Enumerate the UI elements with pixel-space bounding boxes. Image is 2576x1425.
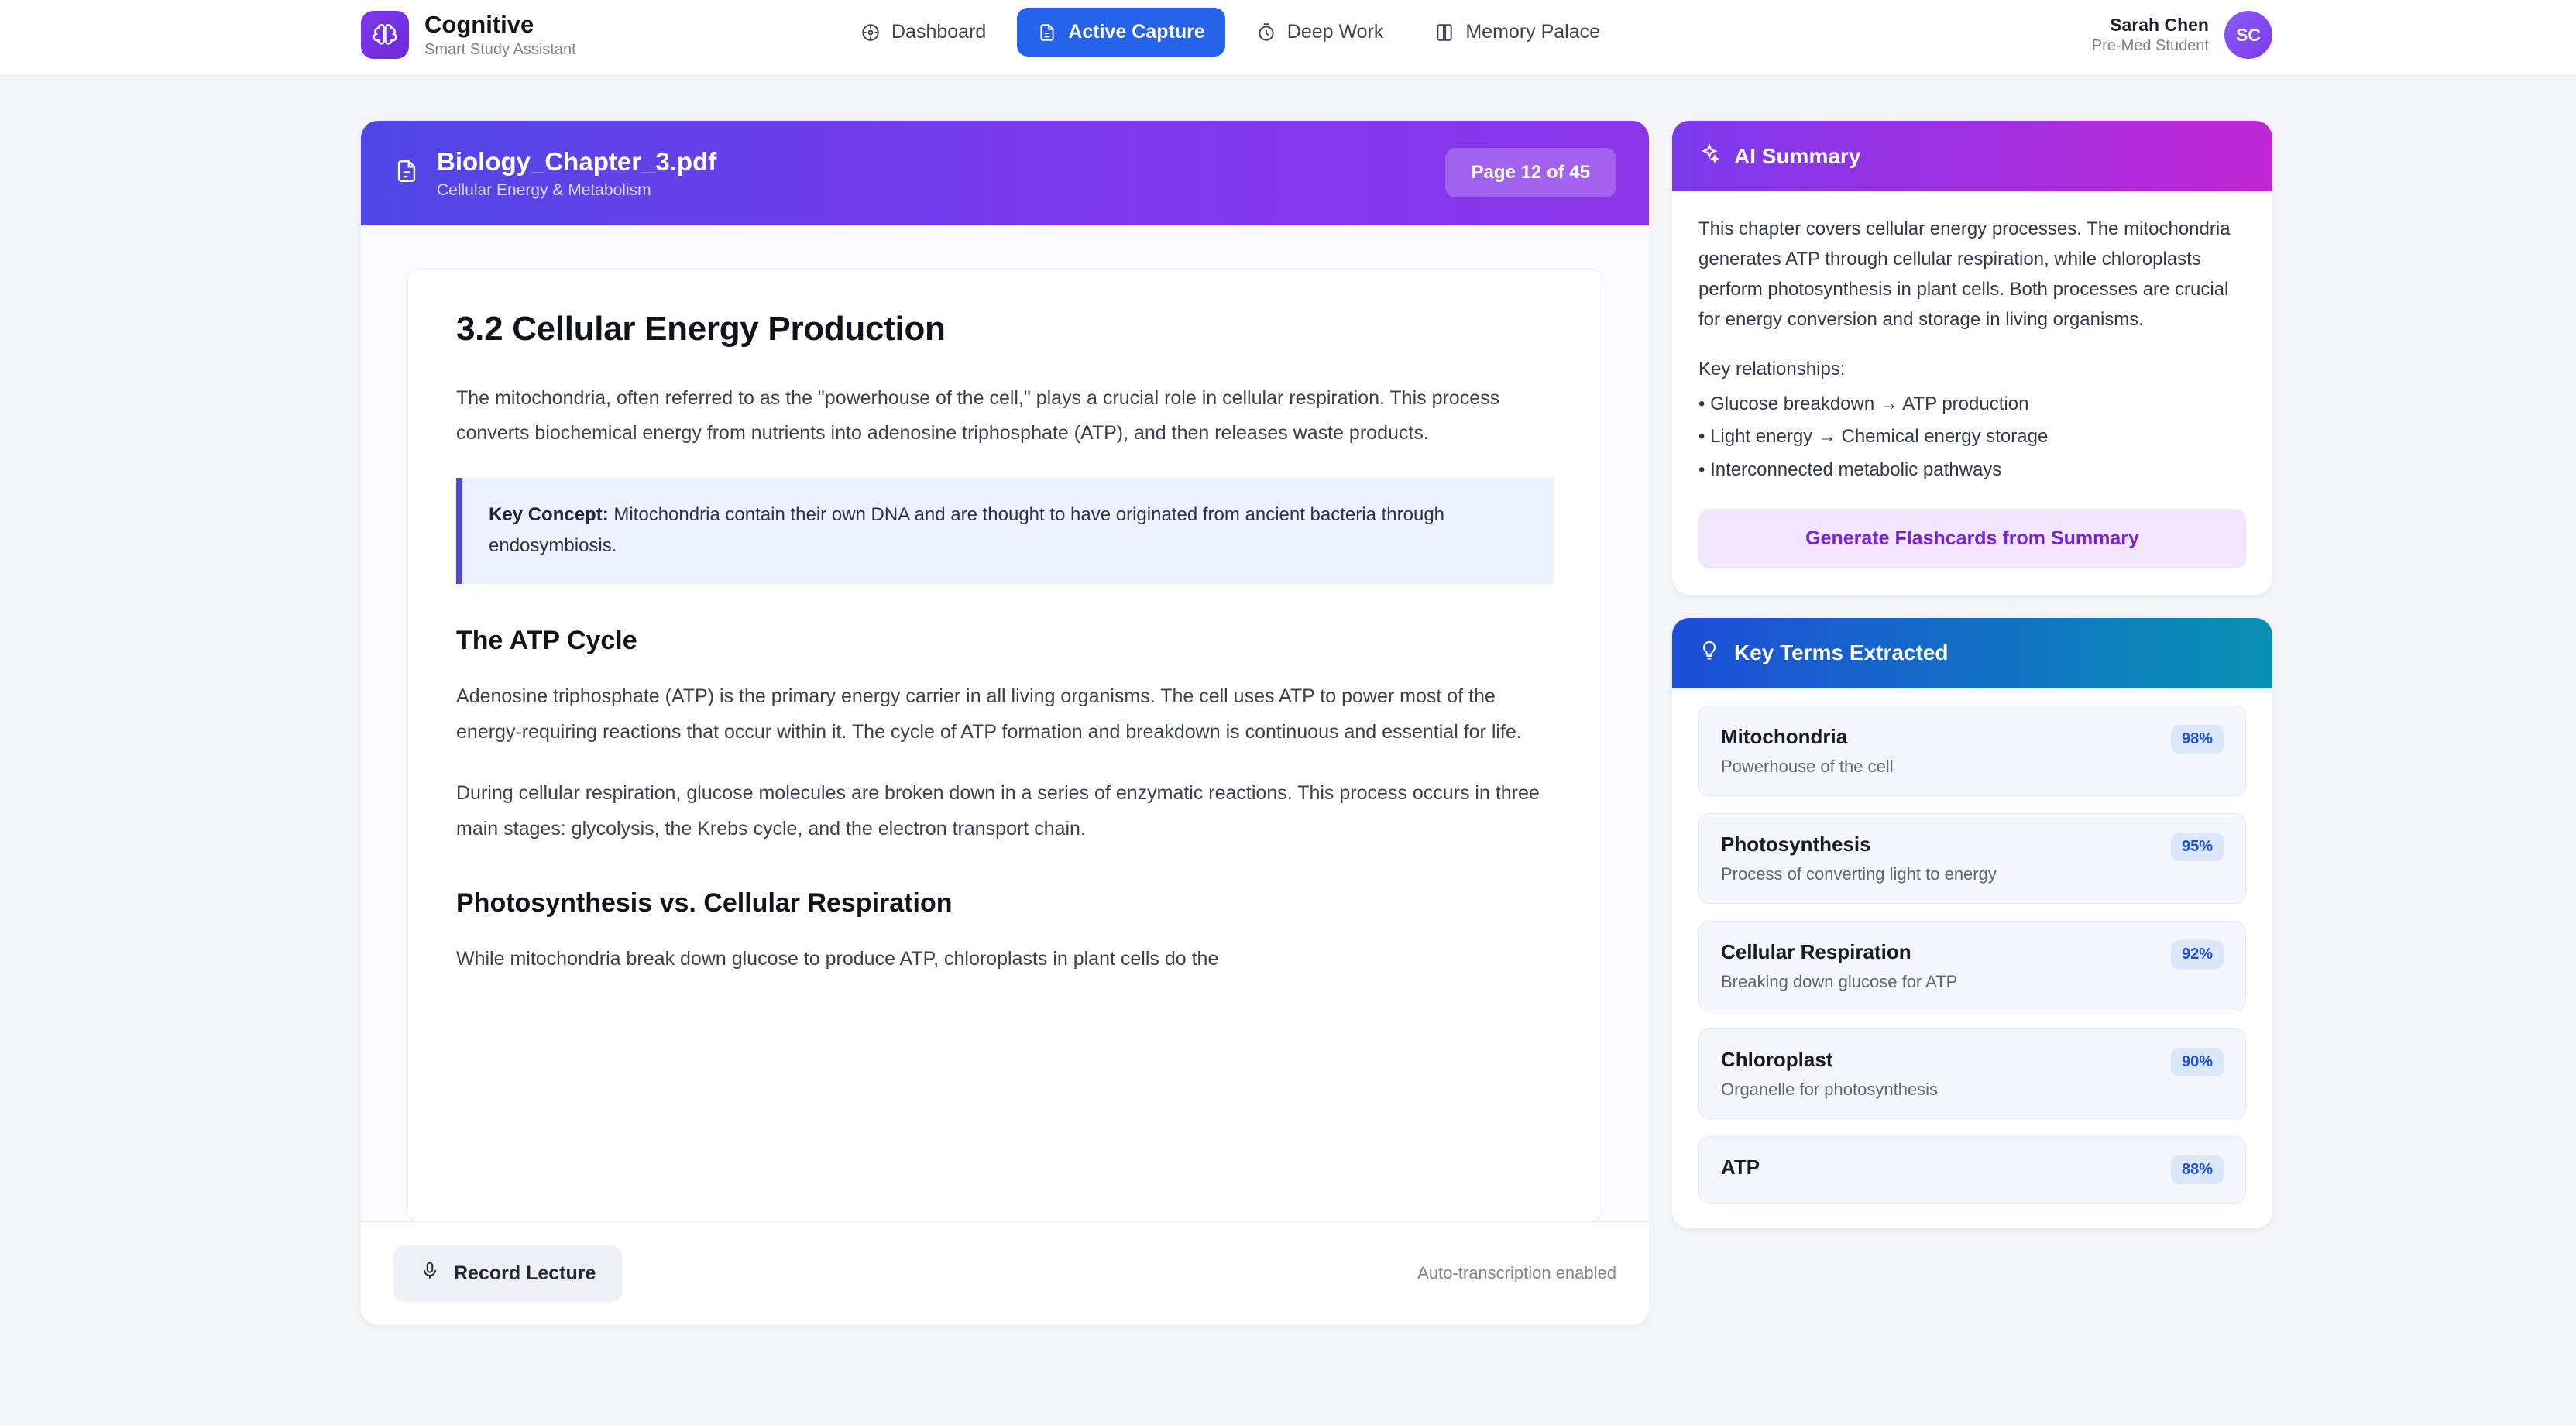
paragraph-2: Adenosine triphosphate (ATP) is the primary energy carrier in all living organisms. The cell uses ATP to power most of the energy-requiring reactions that occur within it. The cycle of ATP formation and breakdown is continuous and essential for life. <box>456 685 1522 743</box>
nav-label: Memory Palace <box>1465 21 1601 43</box>
page-body <box>0 76 2576 1325</box>
nav-item-active-capture[interactable] <box>1017 8 1224 57</box>
generate-flashcards-button[interactable]: Generate Flashcards from Summary <box>1698 509 2246 568</box>
sparkles-icon <box>1698 142 1720 170</box>
ai-summary-title: AI Summary <box>1734 143 1861 168</box>
key-concept-text: Mitochondria contain their own DNA and are thought to have originated from ancient bacteria through endosymbiosis. <box>489 503 1445 557</box>
paragraph-4: While mitochondria break down glucose to produce ATP, chloroplasts in plant cells do the <box>456 948 1219 970</box>
ai-summary-card <box>1672 121 2272 595</box>
key-term-name: Chloroplast <box>1721 1048 1833 1072</box>
ai-summary-header <box>1672 121 2272 191</box>
key-term-item[interactable] <box>1698 813 2246 904</box>
book-icon <box>1434 22 1455 43</box>
key-term-name: Cellular Respiration <box>1721 940 1911 964</box>
document-file-name: Biology_Chapter_3.pdf <box>437 147 717 176</box>
key-term-score: 95% <box>2171 833 2224 861</box>
paragraph-3: During cellular respiration, glucose molecules are broken down in a series of enzymatic reactions. This process occurs in three main stages: glycolysis, the Krebs cycle, and the electron transport chain. <box>456 782 1540 840</box>
subsection-heading-photosynthesis: Photosynthesis vs. Cellular Respiration <box>456 888 953 919</box>
record-lecture-label: Record Lecture <box>454 1262 596 1284</box>
key-term-score: 92% <box>2171 940 2224 969</box>
document-icon <box>1037 22 1057 43</box>
key-term-item[interactable] <box>1698 706 2246 796</box>
brand-subtitle: Smart Study Assistant <box>424 40 576 58</box>
key-term-item[interactable] <box>1698 1028 2246 1119</box>
nav-item-deep-work[interactable] <box>1236 8 1404 57</box>
main-nav <box>840 8 1620 57</box>
document-footer <box>361 1221 1649 1325</box>
key-term-name: ATP <box>1721 1155 1760 1179</box>
document-header <box>361 121 1649 225</box>
brain-icon <box>361 11 409 59</box>
key-term-item[interactable] <box>1698 1136 2246 1204</box>
paragraph-1: The mitochondria, often referred to as the "powerhouse of the cell," plays a crucial role in cellular respiration. This process converts biochemical energy from nutrients into adenosine triphosphate (ATP), and then releases waste products. <box>456 386 1500 445</box>
key-relationships-title: Key relationships: <box>1698 358 1846 379</box>
dashboard-icon <box>860 22 881 43</box>
key-terms-card <box>1672 618 2272 1229</box>
ai-panel <box>1672 121 2272 1325</box>
key-term-score: 98% <box>2171 725 2224 754</box>
relationship-item: • Light energy → Chemical energy storage <box>1698 426 2049 448</box>
file-text-icon <box>393 158 420 188</box>
key-term-definition: Powerhouse of the cell <box>1721 756 1894 776</box>
key-term-definition: Organelle for photosynthesis <box>1721 1080 1939 1100</box>
ai-summary-text: This chapter covers cellular energy processes. The mitochondria generates ATP through cellular respiration, while chloroplasts perform photosynthesis in plant cells. Both processes are crucial for energy conversion and storage in living organisms. <box>1698 218 2231 330</box>
key-term-item[interactable] <box>1698 921 2246 1011</box>
microphone-icon <box>420 1261 440 1286</box>
timer-icon <box>1256 22 1276 43</box>
document-page-sheet <box>407 269 1602 1221</box>
nav-item-dashboard[interactable] <box>840 8 1006 57</box>
top-navigation-bar <box>0 0 2576 76</box>
key-terms-title: Key Terms Extracted <box>1734 640 1949 665</box>
relationship-item: • Interconnected metabolic pathways <box>1698 458 2002 480</box>
nav-label: Dashboard <box>891 21 987 43</box>
user-role: Pre-Med Student <box>2091 37 2209 55</box>
key-term-score: 88% <box>2171 1155 2224 1184</box>
document-card <box>361 121 1649 1325</box>
key-term-name: Photosynthesis <box>1721 832 1871 856</box>
document-subtitle: Cellular Energy & Metabolism <box>437 180 651 199</box>
nav-item-memory-palace[interactable] <box>1414 8 1620 57</box>
user-menu[interactable] <box>2092 11 2272 59</box>
key-term-definition: Breaking down glucose for ATP <box>1721 972 1958 992</box>
relationship-item: • Glucose breakdown → ATP production <box>1698 393 2029 414</box>
key-term-name: Mitochondria <box>1721 724 1848 748</box>
document-body <box>361 225 1649 1221</box>
page-indicator-badge[interactable]: Page 12 of 45 <box>1445 148 1616 197</box>
nav-label: Deep Work <box>1286 21 1384 43</box>
key-concept-callout <box>456 478 1554 585</box>
ai-summary-body <box>1672 191 2272 595</box>
key-term-score: 90% <box>2171 1048 2224 1076</box>
document-panel <box>361 121 1649 1325</box>
lightbulb-icon <box>1698 640 1720 667</box>
key-term-definition: Process of converting light to energy <box>1721 864 1997 884</box>
user-name: Sarah Chen <box>2110 14 2209 35</box>
subsection-heading-atp-cycle: The ATP Cycle <box>456 626 637 656</box>
key-terms-list <box>1672 688 2272 1229</box>
auto-transcription-status: Auto-transcription enabled <box>1417 1263 1616 1283</box>
avatar[interactable]: SC <box>2224 11 2272 59</box>
key-concept-label: Key Concept: <box>489 503 609 525</box>
record-lecture-button[interactable] <box>393 1245 622 1302</box>
nav-label: Active Capture <box>1068 21 1205 43</box>
brand[interactable] <box>361 11 576 59</box>
brand-title: Cognitive <box>424 11 534 39</box>
section-heading: 3.2 Cellular Energy Production <box>456 309 946 348</box>
key-terms-header <box>1672 618 2272 688</box>
